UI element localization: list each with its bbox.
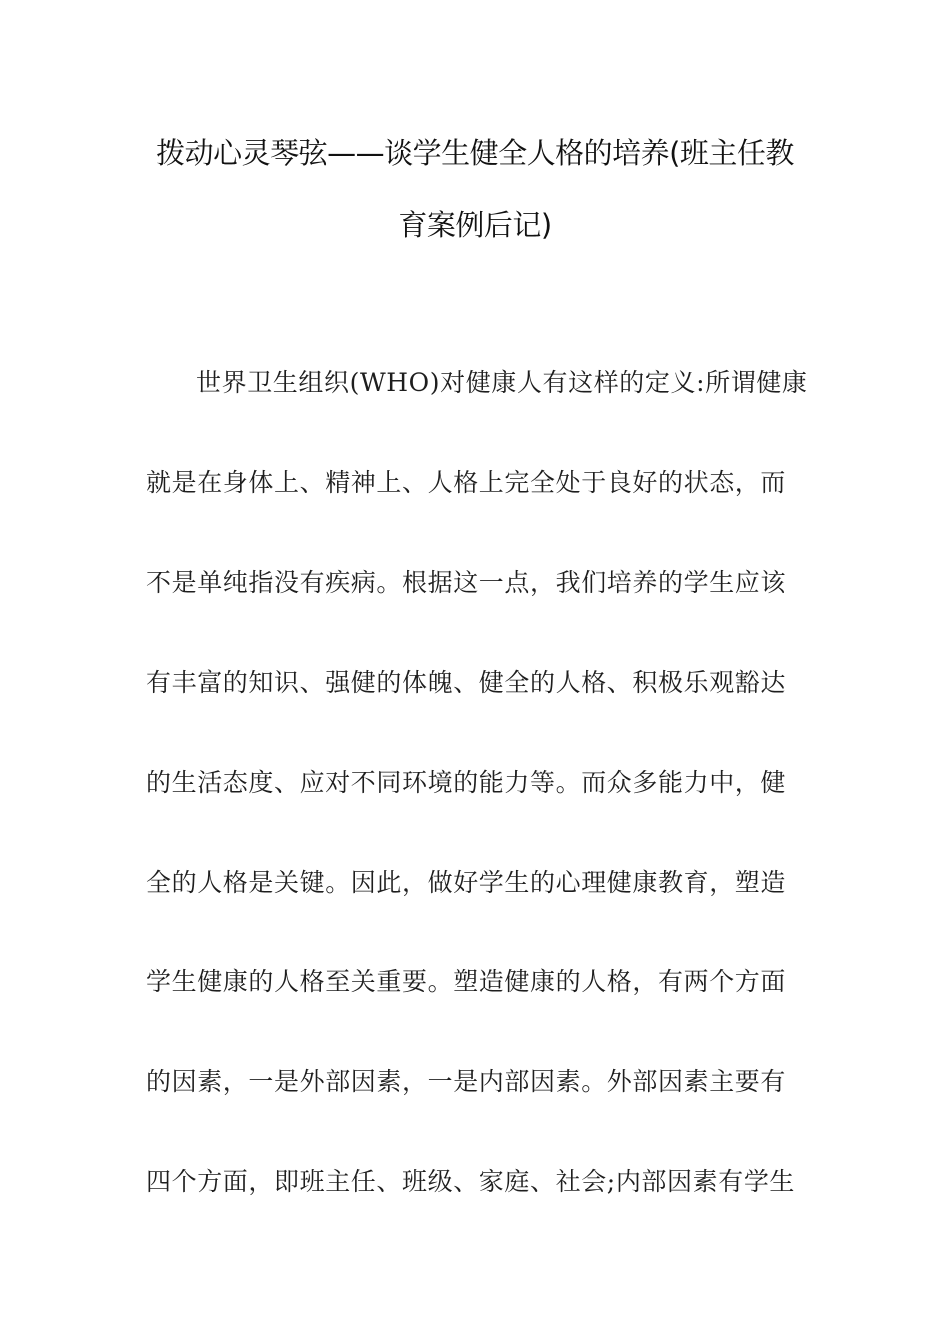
- paragraph-line-9: 四个方面，即班主任、班级、家庭、社会;内部因素有学生: [146, 1167, 796, 1196]
- paragraph-line-7: 学生健康的人格至关重要。塑造健康的人格，有两个方面: [146, 967, 787, 996]
- document-title-line-2: 育案例后记): [398, 208, 552, 242]
- document-title-line-1: 拨动心灵琴弦——谈学生健全人格的培养(班主任教: [156, 136, 794, 170]
- paragraph-line-4: 有丰富的知识、强健的体魄、健全的人格、积极乐观豁达: [146, 668, 787, 697]
- paragraph-line-5: 的生活态度、应对不同环境的能力等。而众多能力中，健: [146, 768, 787, 797]
- paragraph-line-8: 的因素，一是外部因素，一是内部因素。外部因素主要有: [146, 1067, 787, 1096]
- paragraph-line-1: 世界卫生组织(WHO)对健康人有这样的定义:所谓健康: [196, 368, 808, 397]
- paragraph-line-3: 不是单纯指没有疾病。根据这一点，我们培养的学生应该: [146, 568, 787, 597]
- paragraph-line-6: 全的人格是关键。因此，做好学生的心理健康教育，塑造: [146, 868, 787, 897]
- paragraph-line-2: 就是在身体上、精神上、人格上完全处于良好的状态，而: [146, 468, 787, 497]
